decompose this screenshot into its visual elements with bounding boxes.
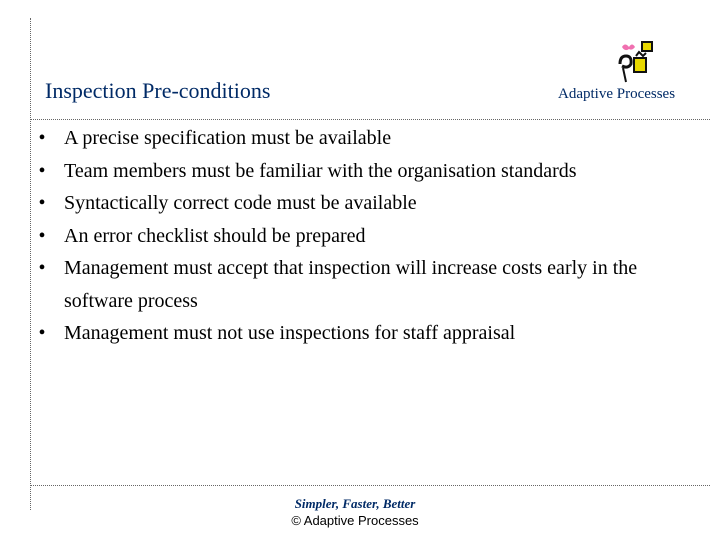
bullet-marker: •	[38, 127, 46, 149]
bullet-text: Management must not use inspections for staff appraisal	[64, 322, 516, 344]
bullet-text: Syntactically correct code must be available	[64, 192, 417, 214]
brand-name: Adaptive Processes	[558, 86, 676, 102]
adaptive-processes-logo-icon	[610, 38, 662, 84]
list-item	[30, 220, 650, 253]
slide-title: Inspection Pre-conditions	[45, 78, 271, 103]
bullet-marker: •	[38, 257, 46, 279]
bullet-text: Management must accept that inspection will increase costs early in the software process	[64, 257, 638, 312]
bullet-text: A precise specification must be available	[64, 127, 392, 149]
footer-divider-line	[30, 485, 710, 486]
list-item	[30, 155, 650, 188]
bullet-marker: •	[38, 159, 46, 182]
list-item	[30, 252, 650, 317]
bullet-marker: •	[38, 322, 46, 344]
bullet-text: Team members must be familiar with the organisation standards	[64, 159, 577, 182]
header-divider-line	[30, 119, 710, 120]
list-item	[30, 317, 650, 350]
bullet-marker: •	[38, 224, 46, 247]
bullet-list	[30, 122, 650, 350]
footer-tagline: Simpler, Faster, Better	[294, 496, 416, 511]
bullet-marker: •	[38, 192, 46, 214]
list-item	[30, 122, 650, 155]
bullet-text: An error checklist should be prepared	[64, 224, 366, 247]
footer-copyright: © Adaptive Processes	[291, 513, 419, 528]
list-item	[30, 187, 650, 220]
